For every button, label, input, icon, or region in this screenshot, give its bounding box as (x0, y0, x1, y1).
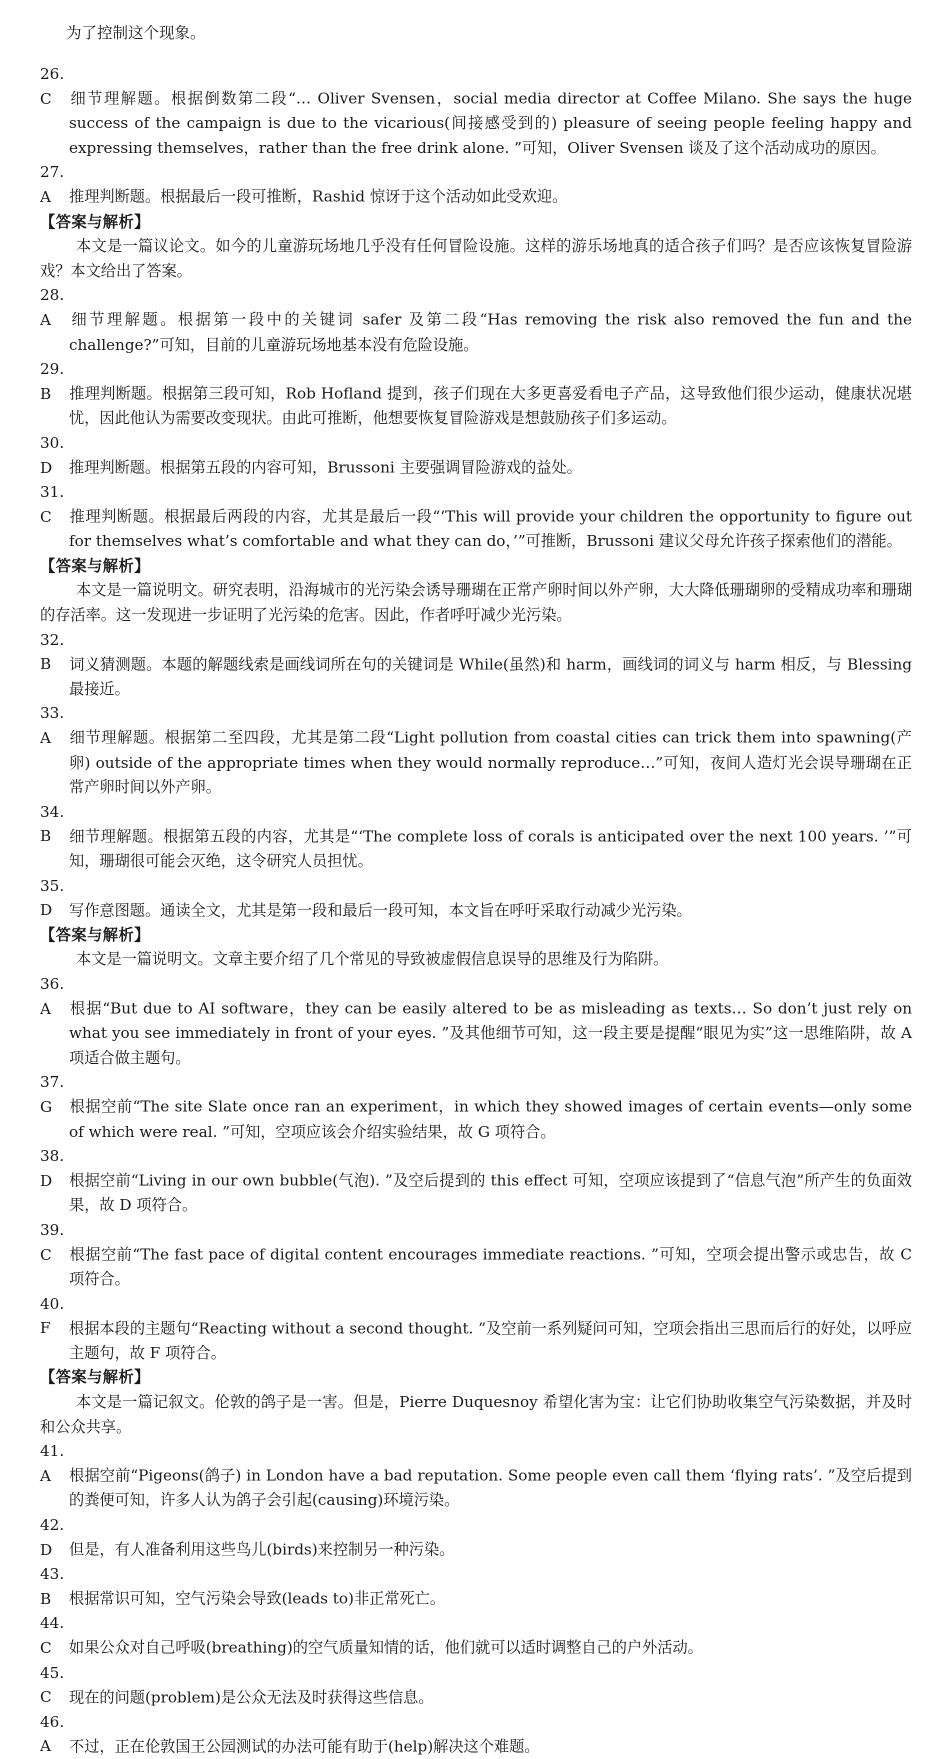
answer-item (40, 1070, 912, 1144)
answer-item (40, 1218, 912, 1292)
passage-summary: 本文是一篇说明文。文章主要介绍了几个常见的导致被虚假信息误导的思维及行为陷阱。 (76, 950, 669, 969)
answer-explanation: 细节理解题。根据第五段的内容，尤其是“‘The complete loss of corals is anticipated over the next 100 years. ’”可知，珊瑚很可能会灭绝，这令研究人员担忧。 (69, 827, 912, 870)
answer-number: 31. C (40, 483, 65, 526)
answer-item (40, 160, 912, 209)
answer-number: 28. A (40, 286, 65, 329)
answer-number: 34. B (40, 802, 65, 846)
answer-explanation: 根据空前“The site Slate once ran an experiment，in which they showed images of certain events—only some of which were real. ”可知，空项应该会介绍实验结果，故 G 项符合。 (69, 1097, 912, 1141)
answer-number: 36. A (40, 974, 65, 1018)
answer-explanations (40, 62, 912, 1759)
answer-number: 37. G (40, 1073, 65, 1116)
answer-number: 46. A (40, 1712, 65, 1756)
passage-summary: 本文是一篇记叙文。伦敦的鸽子是一害。但是，Pierre Duquesnoy 希望化害为宝：让它们协助收集空气污染数据，并及时和公众共享。 (40, 1393, 912, 1436)
cut-off-text: 为了控制这个现象。 (66, 24, 206, 42)
answer-item (40, 1439, 912, 1513)
answer-explanation: 如果公众对自己呼吸(breathing)的空气质量知情的话，他们就可以适时调整自己的户外活动。 (69, 1639, 703, 1657)
answer-item (40, 800, 912, 874)
answer-number: 44. C (40, 1614, 65, 1657)
answer-explanation: 根据本段的主题句“Reacting without a second thought. ”及空前一系列疑问可知，空项会指出三思而后行的好处，以呼应主题句，故 F 项符合。 (69, 1319, 912, 1362)
section-heading: 【答案与解析】 (40, 925, 150, 944)
answer-explanation: 细节理解题。根据第一段中的关键词 safer 及第二段“Has removing the risk also removed the fun and the challenge?”可知，目前的儿童游玩场地基本没有危险设施。 (69, 310, 912, 354)
answer-explanation: 推理判断题。根据第五段的内容可知，Brussoni 主要强调冒险游戏的益处。 (69, 458, 582, 477)
answer-number: 33. A (40, 704, 65, 748)
answer-item (40, 874, 912, 923)
answer-item (40, 1611, 912, 1660)
answer-explanation: 但是，有人准备利用这些鸟儿(birds)来控制另一种污染。 (69, 1540, 455, 1559)
answer-explanation: 推理判断题。根据第三段可知，Rob Hofland 提到，孩子们现在大多更喜爱看电子产品，这导致他们很少运动，健康状况堪忧，因此他认为需要改变现状。由此可推断，他想要恢复冒险游戏是想鼓励孩子们多运动。 (69, 384, 912, 428)
section-heading: 【答案与解析】 (40, 556, 150, 575)
answer-explanation: 推理判断题。根据最后两段的内容，尤其是最后一段“‘This will provide your children the opportunity to figure out for themselves what’s comfortable and what they can do，’”可推断，Brussoni 建议父母允许孩子探索他们的潜能。 (69, 507, 912, 551)
answer-explanation: 根据空前“Pigeons(鸽子) in London have a bad reputation. Some people even call them ‘flying rats’. ”及空后提到的粪便可知，许多人认为鸽子会引起(causing)环境污染。 (69, 1466, 912, 1510)
answer-explanation: 现在的问题(problem)是公众无法及时获得这些信息。 (69, 1688, 434, 1707)
answer-item (40, 283, 912, 357)
answer-number: 42. D (40, 1516, 65, 1559)
answer-explanation: 不过，正在伦敦国王公园测试的办法可能有助于(help)解决这个难题。 (69, 1737, 540, 1756)
answer-number: 35. D (40, 876, 65, 920)
answer-explanation: 根据空前“The fast pace of digital content encourages immediate reactions. ”可知，空项会提出警示或忠告，故 C 项符合。 (69, 1245, 912, 1289)
answer-number: 40. F (40, 1294, 65, 1338)
answer-number: 30. D (40, 433, 65, 477)
answer-item (40, 480, 912, 554)
answer-number: 41. A (40, 1442, 65, 1485)
answer-item (40, 972, 912, 1070)
answer-explanation: 词义猜测题。本题的解题线索是画线词所在句的关键词是 While(虽然)和 harm，画线词的词义与 harm 相反，与 Blessing 最接近。 (69, 655, 912, 698)
answer-item (40, 701, 912, 799)
answer-item (40, 431, 912, 480)
answer-item (40, 62, 912, 160)
answer-number: 26. C (40, 65, 65, 108)
passage-summary: 本文是一篇说明文。研究表明，沿海城市的光污染会诱导珊瑚在正常产卵时间以外产卵，大大降低珊瑚卵的受精成功率和珊瑚的存活率。这一发现进一步证明了光污染的危害。因此，作者呼吁减少光污染。 (40, 581, 912, 625)
answer-number: 27. A (40, 163, 65, 206)
answer-item (40, 1661, 912, 1710)
section-heading: 【答案与解析】 (40, 212, 150, 231)
answer-number: 45. C (40, 1663, 65, 1707)
answer-number: 29. B (40, 360, 65, 403)
answer-explanation: 细节理解题。根据倒数第二段“… Oliver Svensen，social media director at Coffee Milano. She says the huge success of the campaign is due to the vicarious(间接感受到的) pleasure of seeing people feeling happy and expressing themselves，rather than the free drink alone. ”可知，Oliver Svensen 谈及了这个活动成功的原因。 (69, 89, 912, 157)
answer-explanation: 根据“But due to AI software，they can be easily altered to be as misleading as texts… So don’t just rely on what you see immediately in front of your eyes. ”及其他细节可知，这一段主要是提醒“眼见为实”这一思维陷阱，故 A 项适合做主题句。 (69, 999, 912, 1067)
answer-explanation: 根据常识可知，空气污染会导致(leads to)非正常死亡。 (69, 1589, 446, 1608)
answer-item (40, 1562, 912, 1611)
answer-number: 43. B (40, 1565, 65, 1608)
section-heading: 【答案与解析】 (40, 1368, 150, 1387)
cut-off-top-line (66, 24, 366, 52)
answer-explanation: 根据空前“Living in our own bubble(气泡). ”及空后提到的 this effect 可知，空项应该提到了“信息气泡”所产生的负面效果，故 D 项符合。 (69, 1171, 912, 1215)
answer-explanation: 写作意图题。通读全文，尤其是第一段和最后一段可知，本文旨在呼吁采取行动减少光污染。 (69, 901, 692, 920)
answer-explanation: 细节理解题。根据第二至四段，尤其是第二段“Light pollution from coastal cities can trick them into spawning(产卵) outside of the appropriate times when they would normally reproduce…”可知，夜间人造灯光会误导珊瑚在正常产卵时间以外产卵。 (69, 729, 912, 797)
answer-item (40, 1292, 912, 1366)
answer-item (40, 357, 912, 431)
answer-item (40, 1710, 912, 1759)
passage-summary: 本文是一篇议论文。如今的儿童游玩场地几乎没有任何冒险设施。这样的游乐场地真的适合孩子们吗？是否应该恢复冒险游戏？本文给出了答案。 (40, 237, 912, 280)
answer-number: 39. C (40, 1220, 65, 1264)
answer-number: 32. B (40, 630, 65, 674)
answer-item (40, 1144, 912, 1218)
answer-item (40, 1513, 912, 1562)
answer-number: 38. D (40, 1147, 65, 1190)
answer-item (40, 628, 912, 702)
answer-explanation: 推理判断题。根据最后一段可推断，Rashid 惊讶于这个活动如此受欢迎。 (69, 187, 568, 206)
